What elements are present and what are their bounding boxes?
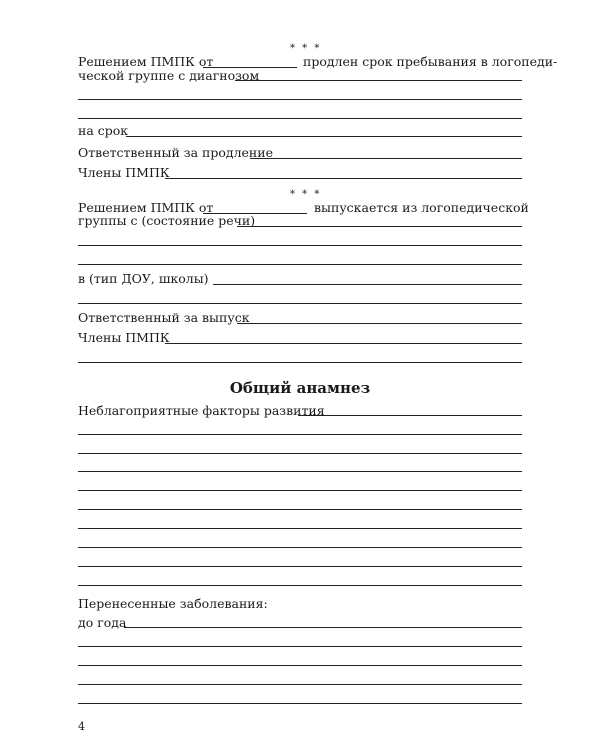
extension-responsible-field[interactable] xyxy=(250,158,522,159)
institution-type-label: в (тип ДОУ, школы) xyxy=(78,271,209,286)
speech-state-field[interactable] xyxy=(237,226,522,227)
adverse-factors-field-line[interactable] xyxy=(78,509,522,510)
adverse-factors-field[interactable] xyxy=(298,415,522,416)
adverse-factors-field-line[interactable] xyxy=(78,434,522,435)
term-label: на срок xyxy=(78,123,129,138)
speech-state-field-line[interactable] xyxy=(78,264,522,265)
term-field[interactable] xyxy=(126,136,522,137)
release-members-field-line[interactable] xyxy=(78,362,522,363)
diagnosis-field-line[interactable] xyxy=(78,99,522,100)
release-text: выпускается из логопедической xyxy=(314,200,529,215)
under-year-field[interactable] xyxy=(124,627,522,628)
extension-members-label: Члены ПМПК xyxy=(78,165,170,180)
diagnosis-label: ческой группе с диагнозом xyxy=(78,68,260,83)
diagnosis-field[interactable] xyxy=(235,80,522,81)
institution-type-field[interactable] xyxy=(213,284,522,285)
release-responsible-label: Ответственный за выпуск xyxy=(78,310,250,325)
decision-date-label: Решением ПМПК от xyxy=(78,54,214,69)
release-date-label: Решением ПМПК от xyxy=(78,200,214,215)
under-year-field-line[interactable] xyxy=(78,703,522,704)
under-year-field-line[interactable] xyxy=(78,684,522,685)
page-number: 4 xyxy=(78,720,85,733)
adverse-factors-field-line[interactable] xyxy=(78,585,522,586)
adverse-factors-label: Неблагоприятные факторы развития xyxy=(78,403,325,418)
adverse-factors-field-line[interactable] xyxy=(78,547,522,548)
release-members-field[interactable] xyxy=(165,343,522,344)
extension-text: продлен срок пребывания в логопеди- xyxy=(303,54,558,69)
release-members-label: Члены ПМПК xyxy=(78,330,170,345)
release-responsible-field[interactable] xyxy=(237,323,522,324)
extension-responsible-label: Ответственный за продление xyxy=(78,145,273,160)
adverse-factors-field-line[interactable] xyxy=(78,471,522,472)
adverse-factors-field-line[interactable] xyxy=(78,490,522,491)
section-separator-stars: * * * xyxy=(290,189,322,200)
institution-type-field-line[interactable] xyxy=(78,303,522,304)
diagnosis-field-line[interactable] xyxy=(78,118,522,119)
adverse-factors-field-line[interactable] xyxy=(78,453,522,454)
under-year-field-line[interactable] xyxy=(78,646,522,647)
adverse-factors-field-line[interactable] xyxy=(78,566,522,567)
adverse-factors-field-line[interactable] xyxy=(78,528,522,529)
extension-members-field[interactable] xyxy=(165,178,522,179)
anamnesis-heading: Общий анамнез xyxy=(229,379,371,397)
past-diseases-label: Перенесенные заболевания: xyxy=(78,596,268,611)
section-separator-stars: * * * xyxy=(290,43,322,54)
speech-state-label: группы с (состояние речи) xyxy=(78,213,256,228)
under-year-field-line[interactable] xyxy=(78,665,522,666)
speech-state-field-line[interactable] xyxy=(78,245,522,246)
under-year-label: до года xyxy=(78,615,127,630)
